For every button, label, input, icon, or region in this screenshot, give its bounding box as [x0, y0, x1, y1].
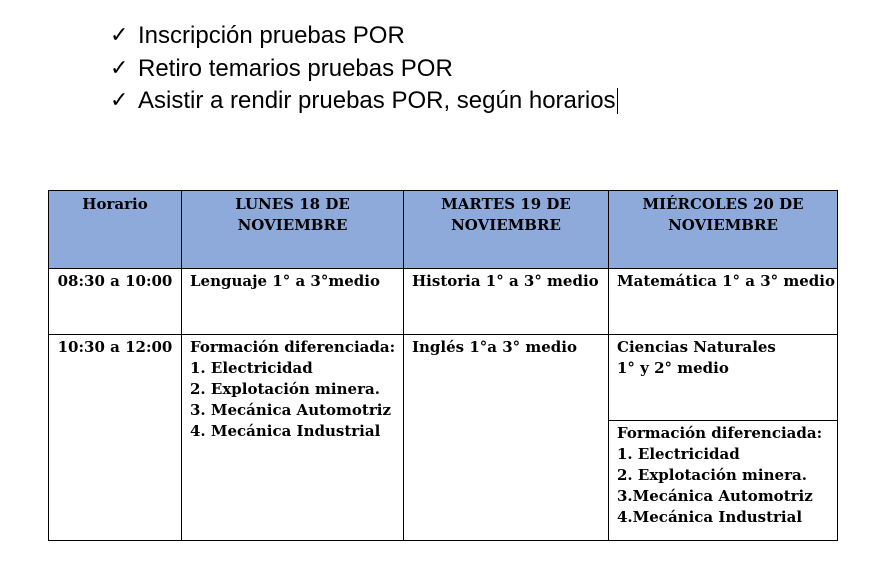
wednesday-cell: Matemática 1° a 3° medio — [609, 269, 838, 335]
wednesday-extra-cell: Formación diferenciada: 1. Electricidad 2. Explotación minera. 3.Mecánica Automotriz 4.Mecánica Industrial — [609, 421, 838, 541]
tuesday-cell: Historia 1° a 3° medio — [404, 269, 609, 335]
checklist-item-label: Retiro temarios pruebas POR — [138, 54, 453, 82]
checkmark-icon: ✓ — [110, 88, 129, 114]
checkmark-icon: ✓ — [110, 23, 129, 49]
header-tuesday: MARTES 19 DE NOVIEMBRE — [404, 191, 609, 269]
checklist-item-label: Asistir a rendir pruebas POR, según horarios — [138, 87, 616, 115]
header-horario: Horario — [49, 191, 182, 269]
text-cursor — [617, 88, 618, 114]
monday-cell: Lenguaje 1° a 3°medio — [182, 269, 404, 335]
monday-cell: Formación diferenciada: 1. Electricidad 2. Explotación minera. 3. Mecánica Automotriz 4. Mecánica Industrial — [182, 335, 404, 541]
wednesday-cell: Ciencias Naturales 1° y 2° medio — [609, 335, 838, 421]
schedule-table — [48, 190, 838, 541]
time-cell: 08:30 a 10:00 — [49, 269, 182, 335]
header-monday: LUNES 18 DE NOVIEMBRE — [182, 191, 404, 269]
table-row — [49, 269, 838, 335]
table-row — [49, 335, 838, 421]
checklist-item-label: Inscripción pruebas POR — [138, 22, 405, 50]
checklist-item — [110, 20, 618, 53]
checklist-item — [110, 85, 618, 118]
checkmark-icon: ✓ — [110, 55, 129, 81]
tuesday-cell: Inglés 1°a 3° medio — [404, 335, 609, 541]
table-header-row — [49, 191, 838, 269]
time-cell: 10:30 a 12:00 — [49, 335, 182, 541]
header-wednesday: MIÉRCOLES 20 DE NOVIEMBRE — [609, 191, 838, 269]
checklist-item — [110, 53, 618, 86]
checklist — [110, 20, 618, 118]
